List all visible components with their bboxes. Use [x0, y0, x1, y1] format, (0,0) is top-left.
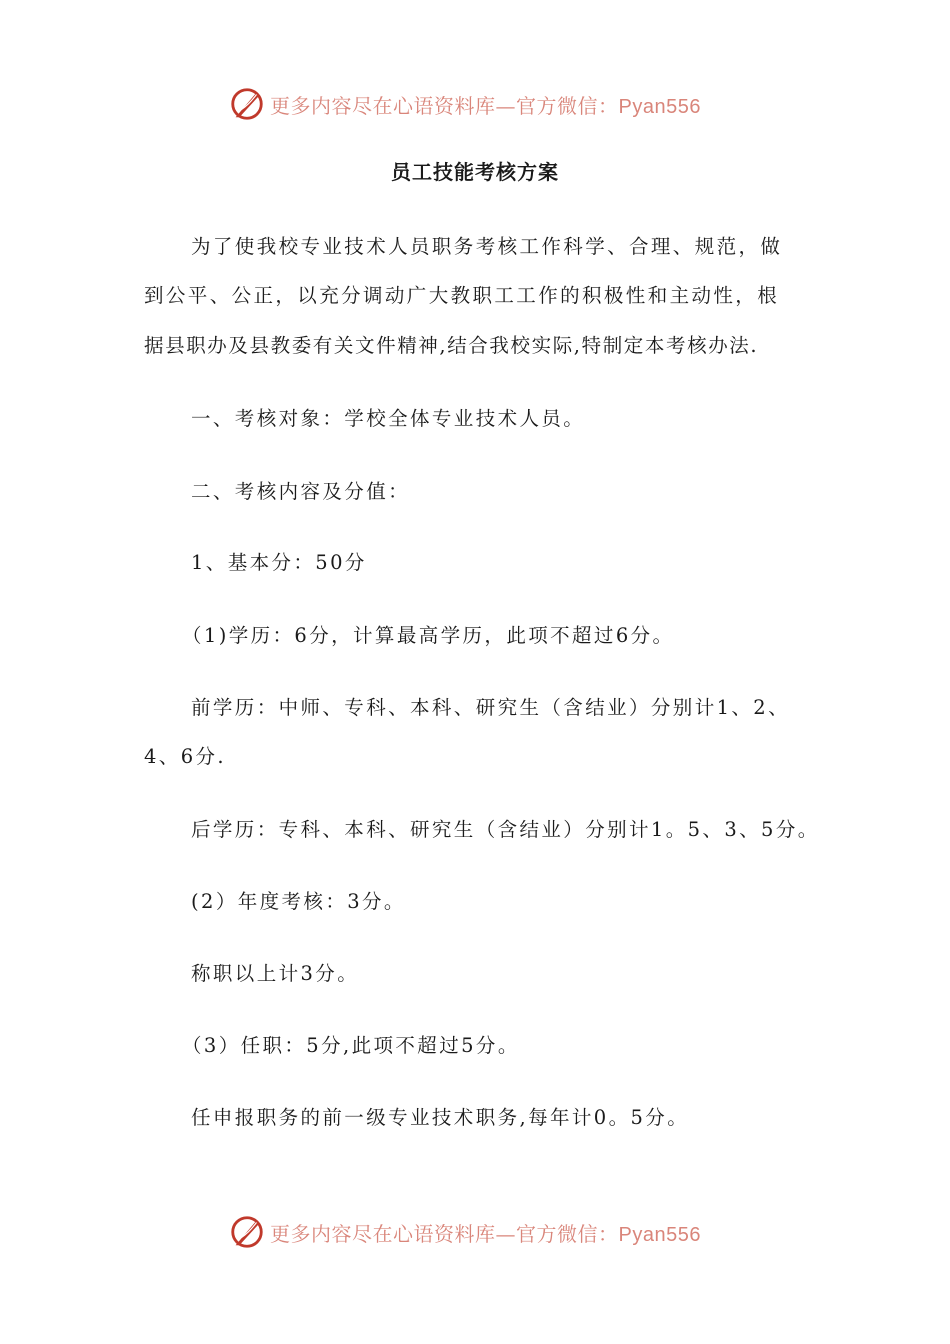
banner-text	[270, 90, 701, 119]
subsection-heading: 1、基本分：50分	[191, 551, 367, 574]
paragraph-line: 到公平、公正，以充分调动广大教职工工作的积极性和主动性，根	[144, 284, 780, 307]
footer-banner	[228, 1212, 728, 1252]
paragraph-line: 任申报职务的前一级专业技术职务,每年计0。5分。	[191, 1106, 690, 1129]
document-title: 员工技能考核方案	[391, 160, 559, 184]
paragraph-line: 4、6分.	[144, 745, 227, 768]
header-banner	[228, 84, 728, 124]
section-heading: 二、考核内容及分值：	[191, 480, 411, 503]
paragraph-line: 称职以上计3分。	[191, 962, 360, 985]
paragraph-line: 前学历：中师、专科、本科、研究生（含结业）分别计1、2、	[191, 696, 791, 719]
banner-wechat-id: Pyan556	[618, 1223, 701, 1246]
paragraph-line: （3）任职：5分,此项不超过5分。	[182, 1034, 520, 1057]
quill-logo-icon	[228, 1213, 266, 1251]
quill-logo-icon	[228, 85, 266, 123]
paragraph-line: （1)学历：6分，计算最高学历，此项不超过6分。	[182, 624, 675, 647]
banner-wechat-id: Pyan556	[618, 95, 701, 118]
paragraph-line: 为了使我校专业技术人员职务考核工作科学、合理、规范，做	[191, 235, 783, 258]
paragraph-line: 后学历：专科、本科、研究生（含结业）分别计1。5、3、5分。	[191, 818, 820, 841]
section-heading: 一、考核对象：学校全体专业技术人员。	[191, 407, 586, 430]
banner-text	[270, 1218, 701, 1247]
paragraph-line: (2）年度考核：3分。	[191, 890, 406, 913]
banner-label: 更多内容尽在心语资料库—官方微信：	[270, 1221, 619, 1246]
banner-label: 更多内容尽在心语资料库—官方微信：	[270, 93, 619, 118]
paragraph-line: 据县职办及县教委有关文件精神,结合我校实际,特制定本考核办法.	[144, 334, 759, 357]
